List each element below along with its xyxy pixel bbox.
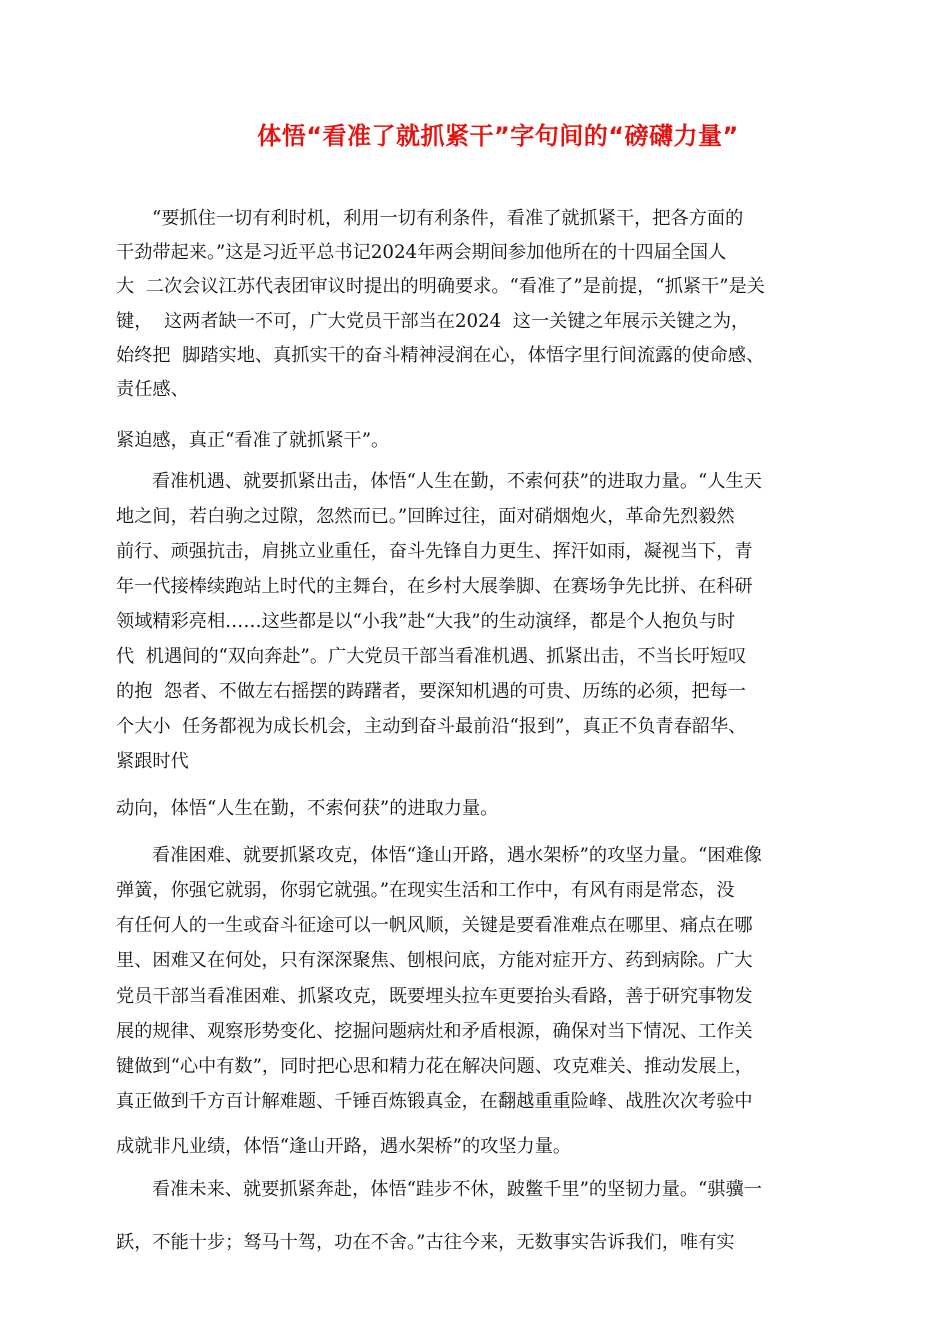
body-line: 键做到“心中有数”，同时把心思和精力花在解决问题、攻克难关、推动发展上，: [116, 1056, 753, 1077]
body-line: 年一代接棒续跑站上时代的主舞台，在乡村大展拳脚、在赛场争先比拼、在科研: [116, 576, 753, 597]
body-line: 跃，不能十步；驽马十驾，功在不舍。”古往今来，无数事实告诉我们，唯有实: [116, 1232, 735, 1253]
body-line: 紧迫感，真正“看准了就抓紧干”。: [116, 430, 390, 451]
body-line: 弹簧，你强它就弱，你弱它就强。”在现实生活和工作中，有风有雨是常态，没: [116, 880, 735, 901]
body-line: 的抱 怨者、不做左右摇摆的踌躇者，要深知机遇的可贵、历练的必须，把每一: [116, 681, 746, 702]
body-line: 看准机遇、就要抓紧出击，体悟“人生在勤，不索何获”的进取力量。“人生天: [152, 471, 762, 492]
body-line: 代 机遇间的“双向奔赴”。广大党员干部当看准机遇、抓紧出击，不当长吁短叹: [116, 646, 747, 667]
page-title: 体悟“看准了就抓紧干”字句间的“磅礴力量”: [257, 122, 739, 150]
body-line: 个大小 任务都视为成长机会，主动到奋斗最前沿“报到”，真正不负青春韶华、: [116, 716, 747, 737]
body-line: 党员干部当看准困难、抓紧攻克，既要埋头拉车更要抬头看路，善于研究事物发: [116, 986, 753, 1007]
body-line: 地之间，若白驹之过隙，忽然而已。”回眸过往，面对硝烟炮火，革命先烈毅然: [116, 506, 735, 527]
body-line: 成就非凡业绩，体悟“逢山开路，遇水架桥”的攻坚力量。: [116, 1136, 572, 1157]
body-line: 看准未来、就要抓紧奔赴，体悟“跬步不休，跛鳖千里”的坚韧力量。“骐骥一: [152, 1179, 762, 1200]
body-line: “要抓住一切有利时机，利用一切有利条件，看准了就抓紧干，把各方面的: [152, 208, 744, 229]
body-line: 紧跟时代: [116, 751, 189, 772]
body-line: 责任感、: [116, 379, 189, 400]
body-line: 里、困难又在何处，只有深深聚焦、刨根问底，方能对症开方、药到病除。广大: [116, 950, 753, 971]
body-line: 大 二次会议江苏代表团审议时提出的明确要求。“看准了”是前提，“抓紧干”是关: [116, 276, 765, 297]
body-line: 干劲带起来。”这是习近平总书记2024年两会期间参加他所在的十四届全国人: [116, 242, 727, 263]
body-line: 有任何人的一生或奋斗征途可以一帆风顺，关键是要看准难点在哪里、痛点在哪: [116, 915, 753, 936]
body-line: 真正做到千方百计解难题、千锤百炼锻真金，在翻越重重险峰、战胜次次考验中: [116, 1091, 753, 1112]
body-line: 领域精彩亮相……这些都是以“小我”赴“大我”的生动演绎，都是个人抱负与时: [116, 611, 736, 632]
body-line: 键， 这两者缺一不可，广大党员干部当在2024 这一关键之年展示关键之为，: [116, 311, 750, 332]
body-line: 展的规律、观察形势变化、挖掘问题病灶和矛盾根源，确保对当下情况、工作关: [116, 1021, 753, 1042]
body-line: 前行、顽强抗击，肩挑立业重任，奋斗先锋自力更生、挥汗如雨，凝视当下，青: [116, 541, 753, 562]
body-line: 看准困难、就要抓紧攻克，体悟“逢山开路，遇水架桥”的攻坚力量。“困难像: [152, 845, 762, 866]
body-line: 始终把 脚踏实地、真抓实干的奋斗精神浸润在心，体悟字里行间流露的使命感、: [116, 345, 765, 366]
body-line: 动向，体悟“人生在勤，不索何获”的进取力量。: [116, 798, 499, 819]
